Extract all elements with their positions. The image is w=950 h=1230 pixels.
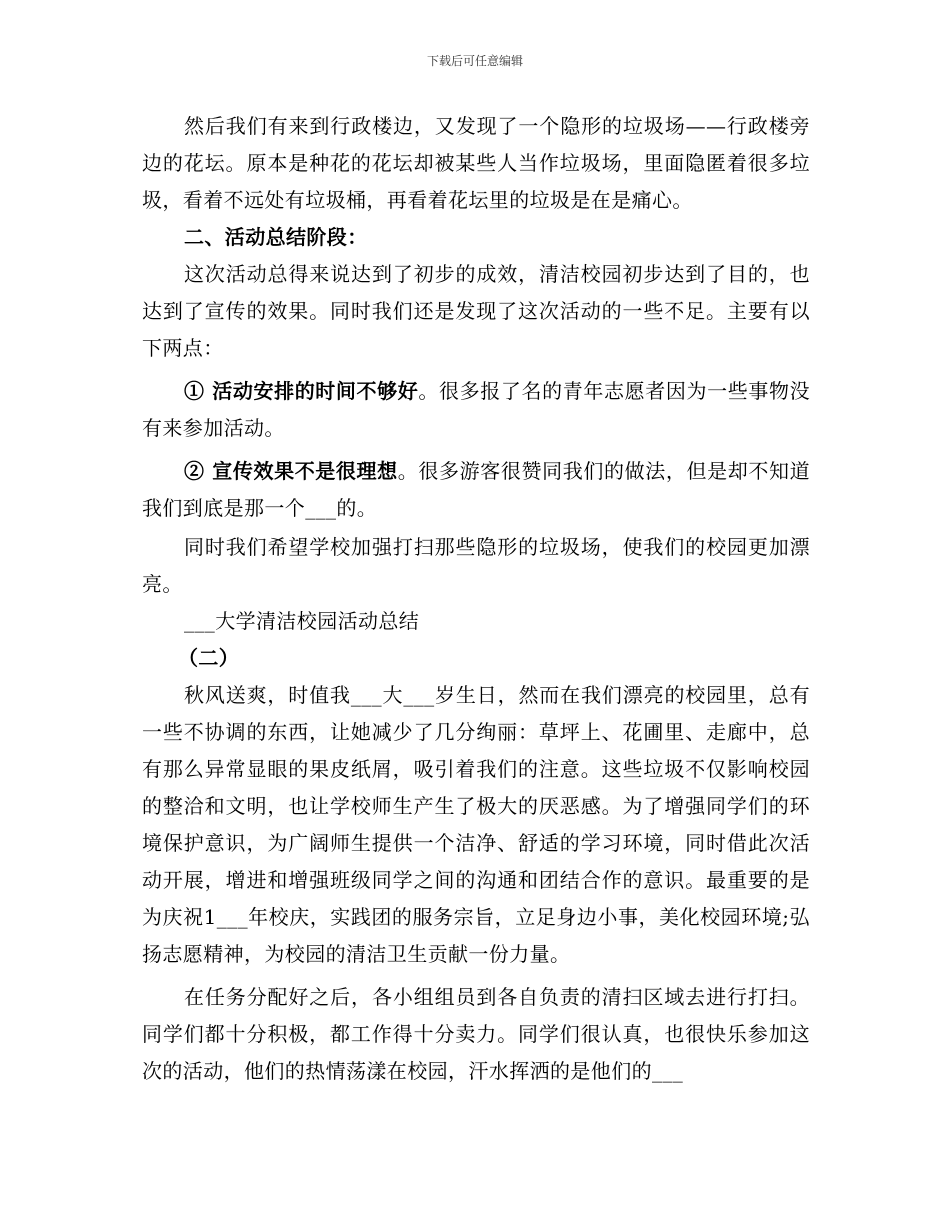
point-two [142, 453, 810, 527]
section-heading-summary: 二、活动总结阶段： [184, 225, 368, 249]
point-one [142, 373, 810, 447]
page-header: 下载后可任意编辑 [426, 54, 523, 68]
point-two-text: 。很多游客很赞同我们的做法，但是却不知道我们到底是那一个___的。 [142, 459, 810, 520]
part-two-label: （二） [178, 646, 240, 670]
paragraph-hope: 同时我们希望学校加强打扫那些隐形的垃圾场，使我们的校园更加漂亮。 [142, 535, 810, 596]
document-title-2: ___大学清洁校园活动总结 [184, 609, 420, 633]
point-one-title: ① 活动安排的时间不够好 [184, 379, 419, 403]
paragraph-summary: 这次活动总得来说达到了初步的成效，清洁校园初步达到了目的，也达到了宣传的效果。同时我们还是发现了这次活动的一些不足。主要有以下两点： [142, 262, 810, 360]
paragraph-flowerbed: 然后我们有来到行政楼边，又发现了一个隐形的垃圾场——行政楼旁边的花坛。原本是种花的花坛却被某些人当作垃圾场，里面隐匿着很多垃圾，看着不远处有垃圾桶，再看着花坛里的垃圾是在是痛心。 [142, 114, 810, 212]
paragraph-tasks: 在任务分配好之后，各小组组员到各自负责的清扫区域去进行打扫。同学们都十分积极，都工作得十分卖力。同学们很认真，也很快乐参加这次的活动，他们的热情荡漾在校园，汗水挥洒的是他们的___ [142, 985, 810, 1083]
paragraph-autumn: 秋风送爽，时值我___大___岁生日，然而在我们漂亮的校园里，总有一些不协调的东西，让她减少了几分绚丽：草坪上、花圃里、走廊中，总有那么异常显眼的果皮纸屑，吸引着我们的注意。这些垃圾不仅影响校园的整洽和文明，也让学校师生产生了极大的厌恶感。为了增强同学们的环境保护意识，为广阔师生提供一个洁净、舒适的学习环境，同时借此次活动开展，增进和增强班级同学之间的沟通和团结合作的意识。最重要的是为庆祝1___年校庆，实践团的服务宗旨，立足身边小事，美化校园环境;弘扬志愿精神，为校园的清洁卫生贡献一份力量。 [142, 683, 810, 966]
point-two-title: ② 宣传效果不是很理想 [184, 459, 398, 483]
point-one-text: 。很多报了名的青年志愿者因为一些事物没有来参加活动。 [142, 379, 810, 440]
document-body [142, 108, 810, 1090]
